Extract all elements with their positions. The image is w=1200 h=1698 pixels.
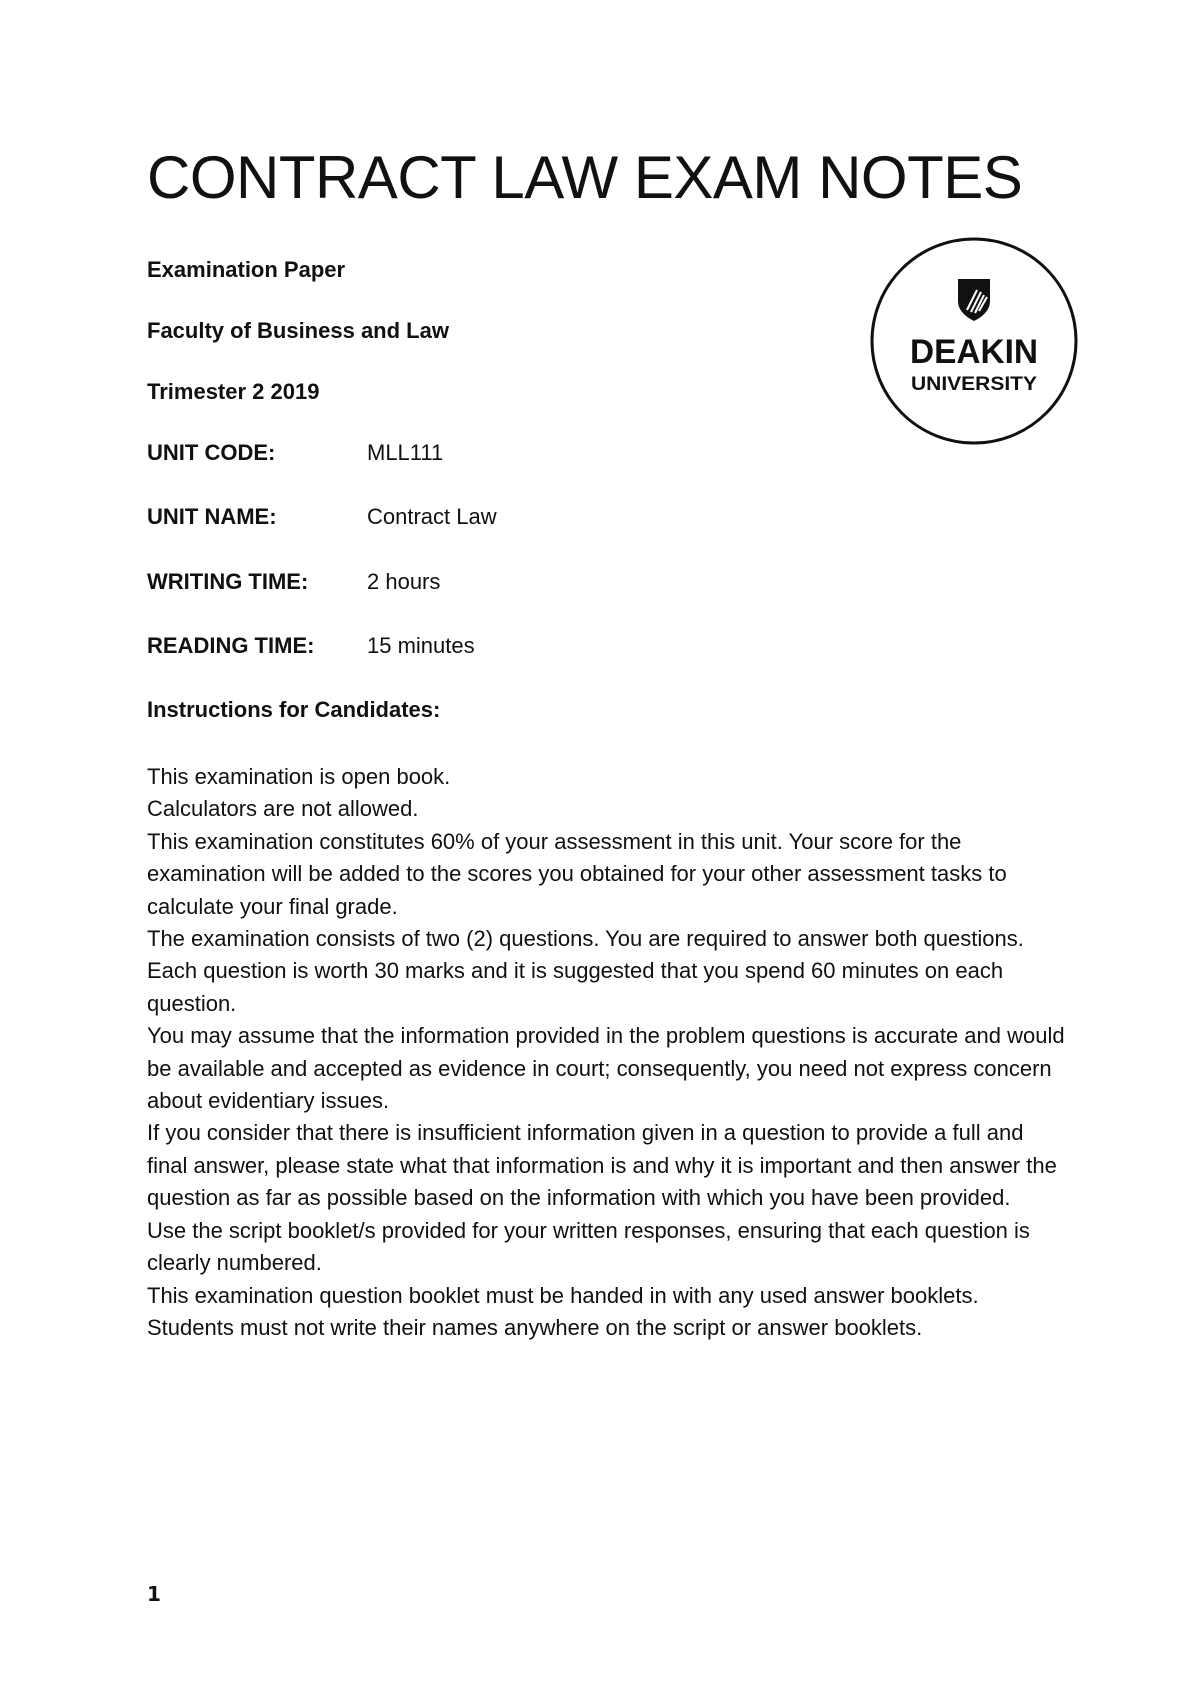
logo-subtitle: UNIVERSITY (911, 374, 1038, 395)
unit-name-label: UNIT NAME: (147, 504, 277, 529)
trimester: Trimester 2 2019 (147, 379, 320, 404)
reading-time-row (147, 633, 475, 659)
instruction-item: The examination consists of two (2) questions. You are required to answer both questions. Each question is worth 30 marks and it is suggested that you spend 60 minutes on each question. (147, 926, 1024, 1016)
page-number: 1 (147, 1582, 161, 1606)
page-title: CONTRACT LAW EXAM NOTES (147, 144, 1023, 211)
instruction-item: This examination is open book. (147, 764, 451, 789)
unit-name-row (147, 504, 497, 530)
unit-code-value: MLL111 (367, 440, 444, 465)
instruction-item: You may assume that the information provided in the problem questions is accurate and would be available and accepted as evidence in court; consequently, you need not express concern about evidentiary issues. (147, 1023, 1065, 1114)
faculty-name: Faculty of Business and Law (147, 318, 449, 343)
instruction-item: This examination constitutes 60% of your assessment in this unit. Your score for the examination will be added to the scores you obtained for your other assessment tasks to calculate your final grade. (147, 828, 1007, 919)
paper-type: Examination Paper (147, 257, 346, 282)
instruction-item: If you consider that there is insufficient information given in a question to provide a full and final answer, please state what that information is and why it is important and then answer the question as far as possible based on the information with which you have been provided. (147, 1120, 1057, 1211)
unit-name-value: Contract Law (367, 504, 497, 529)
writing-time-row (147, 569, 440, 595)
reading-time-label: READING TIME: (147, 633, 315, 658)
unit-code-label: UNIT CODE: (147, 440, 276, 465)
instruction-item: This examination question booklet must be handed in with any used answer booklets. (147, 1282, 979, 1308)
instructions-heading: Instructions for Candidates: (147, 697, 441, 722)
writing-time-value: 2 hours (367, 569, 441, 594)
writing-time-label: WRITING TIME: (147, 569, 309, 594)
instruction-item: Calculators are not allowed. (147, 796, 419, 822)
deakin-university-logo (870, 237, 1078, 445)
reading-time-value: 15 minutes (367, 633, 475, 658)
instruction-item: Students must not write their names anywhere on the script or answer booklets. (147, 1314, 923, 1340)
instructions-list (147, 761, 1067, 1344)
logo-wordmark: DEAKIN (910, 333, 1038, 371)
instruction-item: Use the script booklet/s provided for your written responses, ensuring that each question is clearly numbered. (147, 1217, 1030, 1276)
unit-code-row (147, 440, 443, 466)
